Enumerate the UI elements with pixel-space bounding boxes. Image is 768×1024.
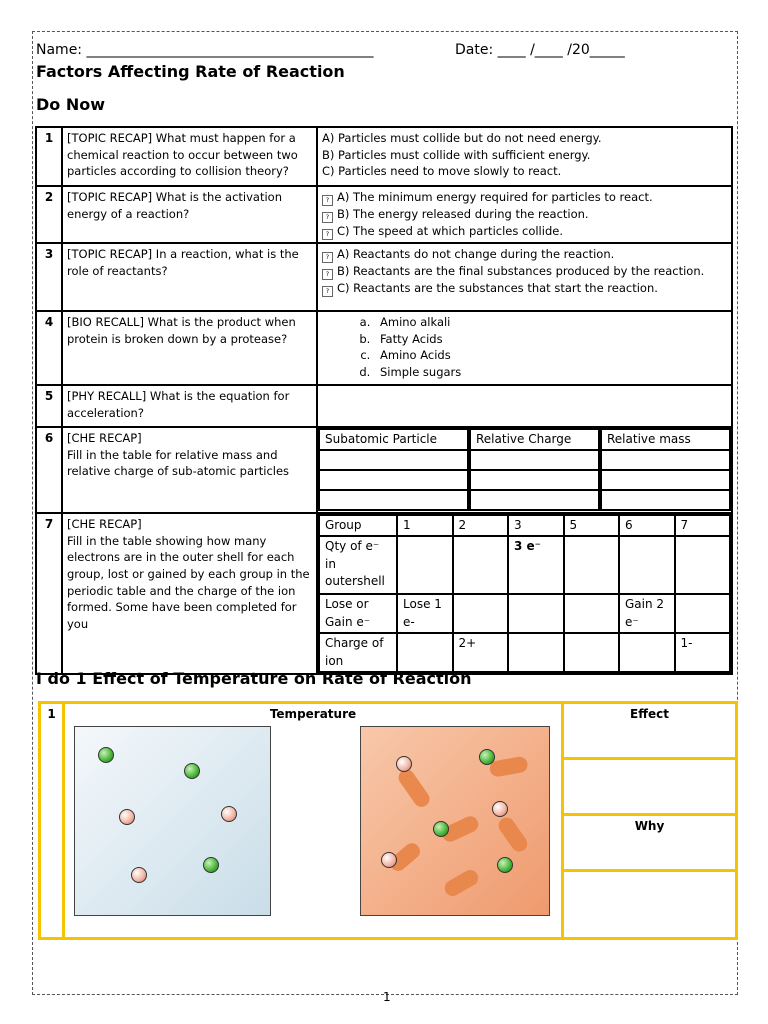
row-label-group: Group: [319, 515, 397, 536]
question-row-1: [36, 127, 732, 186]
table-cell[interactable]: [600, 450, 730, 470]
question-text: [TOPIC RECAP] What must happen for a chemical reaction to occur between two particles according to collision theory?: [62, 127, 317, 186]
name-field[interactable]: Name: _________________________________________: [36, 42, 374, 58]
answer-options: [317, 243, 732, 311]
reactant-particle: [479, 749, 495, 765]
question-number: 6: [36, 427, 62, 513]
table-cell[interactable]: [508, 633, 564, 672]
header-subatomic-particle: Subatomic Particle: [319, 429, 469, 450]
table-cell[interactable]: [453, 594, 509, 633]
question-number: 1: [36, 127, 62, 186]
answer-options: [317, 311, 732, 385]
table-cell[interactable]: [600, 470, 730, 490]
cold-particles-diagram: [74, 726, 271, 916]
header-relative-charge: Relative Charge: [469, 429, 600, 450]
checkbox-icon[interactable]: ?: [322, 229, 333, 240]
question-text: [TOPIC RECAP] In a reaction, what is the role of reactants?: [62, 243, 317, 311]
reactant-particle: [184, 763, 200, 779]
row-label-outershell: Qty of e⁻ in outershell: [319, 536, 397, 594]
answer-options: [317, 186, 732, 243]
question-text: Fill in the table showing how many electrons are in the outer shell for each group, lost or gained by each group in the periodic table and the charge of the ion formed. Some have been completed for you: [67, 533, 310, 632]
date-field[interactable]: Date: ____ /____ /20_____: [455, 42, 625, 58]
option-a[interactable]: A) Particles must collide but do not need energy.: [322, 131, 602, 145]
subatomic-table: [318, 428, 731, 511]
table-cell[interactable]: 1-: [675, 633, 731, 672]
table-cell[interactable]: [469, 470, 600, 490]
group-3: 3: [508, 515, 564, 536]
reactant-particle: [119, 809, 135, 825]
temperature-table: [38, 701, 738, 940]
table-cell[interactable]: [600, 490, 730, 510]
temperature-cell: [64, 703, 563, 939]
page-number: 1: [383, 990, 391, 1004]
motion-trail: [442, 867, 481, 899]
reactant-particle: [433, 821, 449, 837]
table-cell[interactable]: [319, 490, 469, 510]
question-text: [TOPIC RECAP] What is the activation energy of a reaction?: [62, 186, 317, 243]
option-b[interactable]: B) Particles must collide with sufficient energy.: [322, 147, 591, 162]
checkbox-icon[interactable]: ?: [322, 286, 333, 297]
header-relative-mass: Relative mass: [600, 429, 730, 450]
question-text: Fill in the table for relative mass and relative charge of sub-atomic particles: [67, 447, 290, 479]
answer-box[interactable]: [317, 385, 732, 427]
table-cell[interactable]: [675, 536, 731, 594]
table-cell[interactable]: [564, 536, 620, 594]
table-cell[interactable]: Lose 1 e-: [397, 594, 453, 633]
question-number: 3: [36, 243, 62, 311]
option-list: [322, 314, 727, 381]
motion-trail: [495, 814, 530, 854]
question-row-5: [36, 385, 732, 427]
table-cell[interactable]: [508, 594, 564, 633]
checkbox-icon[interactable]: ?: [322, 269, 333, 280]
table-cell[interactable]: [675, 594, 731, 633]
reactant-particle: [203, 857, 219, 873]
question-number: 5: [36, 385, 62, 427]
table-cell[interactable]: [319, 470, 469, 490]
option-d[interactable]: d. Simple sugars: [374, 364, 727, 381]
question-number: 7: [36, 513, 62, 674]
reactant-particle: [396, 756, 412, 772]
question-tag: [CHE RECAP]: [67, 517, 142, 531]
table-cell[interactable]: [397, 536, 453, 594]
checkbox-icon[interactable]: ?: [322, 212, 333, 223]
question-number: 2: [36, 186, 62, 243]
option-b: B) Reactants are the final substances produced by the reaction.: [337, 264, 705, 278]
do-now-table: [35, 126, 733, 675]
table-cell[interactable]: 3 e⁻: [508, 536, 564, 594]
option-b: B) The energy released during the reaction.: [337, 207, 589, 221]
group-2: 2: [453, 515, 509, 536]
table-cell[interactable]: [319, 450, 469, 470]
option-b[interactable]: b. Fatty Acids: [374, 331, 727, 348]
effect-answer-box[interactable]: [563, 759, 737, 815]
table-cell[interactable]: [619, 536, 675, 594]
reactant-particle: [131, 867, 147, 883]
group-6: 6: [619, 515, 675, 536]
why-answer-box[interactable]: [563, 871, 737, 939]
question-tag: [CHE RECAP]: [67, 431, 142, 445]
question-row-6: [36, 427, 732, 513]
row-label-charge: Charge of ion: [319, 633, 397, 672]
question-row-3: [36, 243, 732, 311]
reactant-particle: [98, 747, 114, 763]
do-now-heading: Do Now: [36, 95, 106, 114]
question-text: [PHY RECALL] What is the equation for acceleration?: [62, 385, 317, 427]
row-label-lose-gain: Lose or Gain e⁻: [319, 594, 397, 633]
table-cell[interactable]: [564, 633, 620, 672]
table-cell[interactable]: [397, 633, 453, 672]
table-cell[interactable]: [619, 633, 675, 672]
option-c: C) Reactants are the substances that start the reaction.: [337, 281, 658, 295]
ido-heading: I do 1 Effect of Temperature on Rate of Reaction: [36, 669, 472, 688]
checkbox-icon[interactable]: ?: [322, 195, 333, 206]
option-a: A) Reactants do not change during the reaction.: [337, 247, 615, 261]
table-cell[interactable]: [469, 490, 600, 510]
page-title: Factors Affecting Rate of Reaction: [36, 62, 345, 81]
option-a: A) The minimum energy required for particles to react.: [337, 190, 653, 204]
hot-particles-diagram: [360, 726, 550, 916]
option-a[interactable]: a. Amino alkali: [374, 314, 727, 331]
option-c[interactable]: c. Amino Acids: [374, 347, 727, 364]
item-number: 1: [40, 703, 64, 939]
group-7: 7: [675, 515, 731, 536]
table-cell[interactable]: [469, 450, 600, 470]
effect-label: Effect: [563, 703, 737, 759]
reactant-particle: [497, 857, 513, 873]
option-c: C) The speed at which particles collide.: [337, 224, 563, 238]
question-row-4: [36, 311, 732, 385]
table-cell[interactable]: Gain 2 e⁻: [619, 594, 675, 633]
reactant-particle: [492, 801, 508, 817]
temperature-label: Temperature: [269, 707, 357, 721]
group-table: [318, 514, 731, 673]
option-c[interactable]: C) Particles need to move slowly to react.: [322, 164, 562, 179]
reactant-particle: [221, 806, 237, 822]
motion-trail: [395, 766, 432, 810]
reactant-particle: [381, 852, 397, 868]
question-text: [BIO RECALL] What is the product when protein is broken down by a protease?: [62, 311, 317, 385]
table-cell[interactable]: 2+: [453, 633, 509, 672]
table-cell[interactable]: [453, 536, 509, 594]
checkbox-icon[interactable]: ?: [322, 252, 333, 263]
question-row-7: [36, 513, 732, 674]
table-cell[interactable]: [564, 594, 620, 633]
question-row-2: [36, 186, 732, 243]
why-label: Why: [563, 815, 737, 871]
group-1: 1: [397, 515, 453, 536]
answer-options: [317, 127, 732, 186]
question-number: 4: [36, 311, 62, 385]
group-5: 5: [564, 515, 620, 536]
